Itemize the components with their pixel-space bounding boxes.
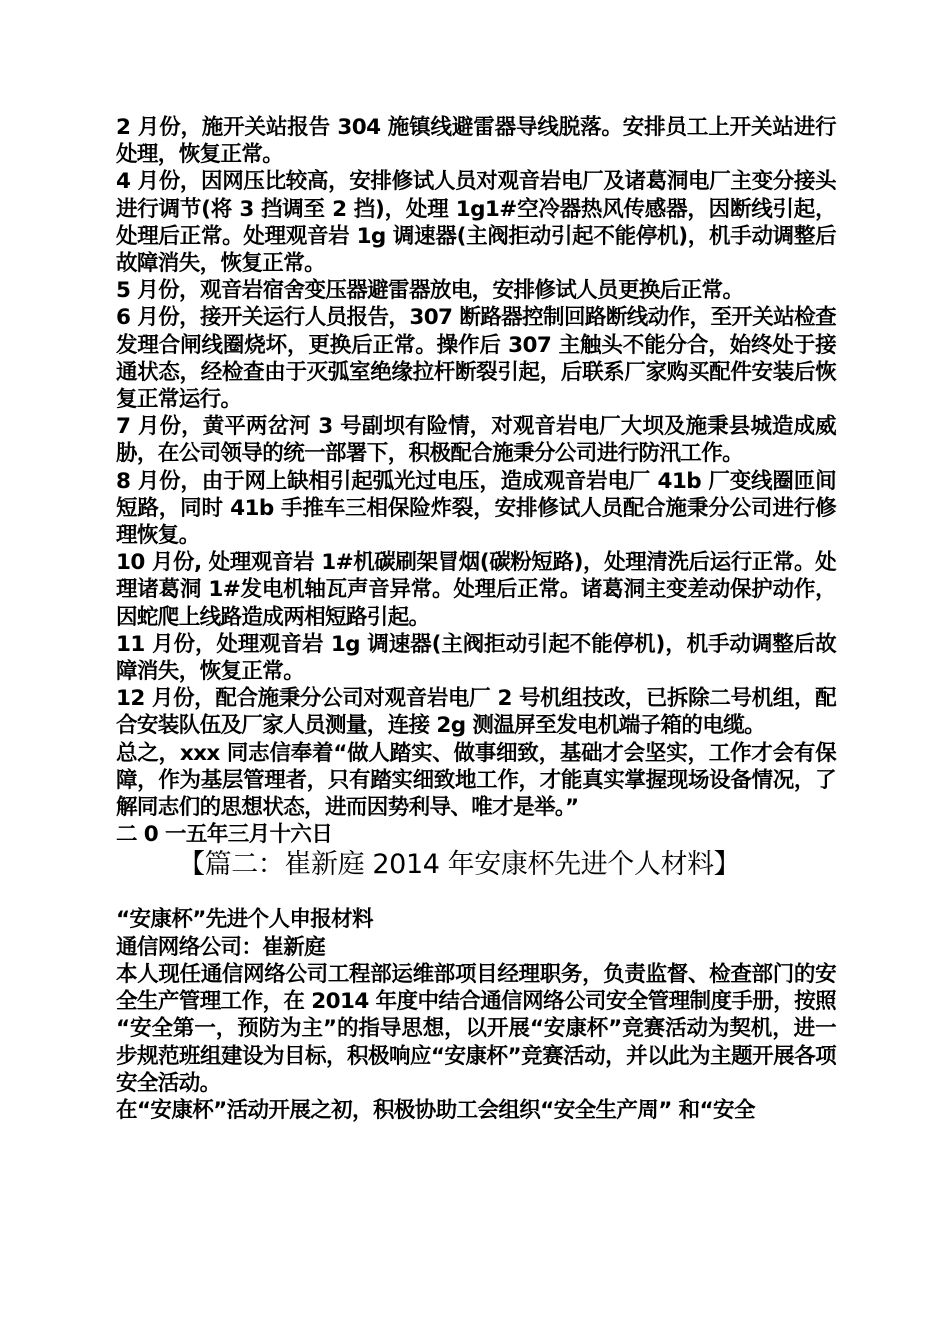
paragraph-july: 7 月份，黄平两岔河 3 号副坝有险情，对观音岩电厂大坝及施秉县城造成威胁，在公司领导的统一部署下，积极配合施秉分公司进行防汛工作。 bbox=[116, 414, 836, 467]
paragraph-november: 11 月份，处理观音岩 1g 调速器(主阀拒动引起不能停机)，机手动调整后故障消失，恢复正常。 bbox=[116, 631, 836, 685]
document-date: 二 0 一五年三月十六日 bbox=[116, 822, 333, 848]
material-intro-paragraph: 本人现任通信网络公司工程部运维部项目经理职务，负责监督、检查部门的安全生产管理工作，在 2014 年度中结合通信网络公司安全管理制度手册，按照 “安全第一，预防为主”的指导思想，以开展“安康杯”竞赛活动为契机，进一步规范班组建设为目标，积极响应“安康杯”竞赛活动，并以此为主题开展各项安全活动。 bbox=[116, 961, 836, 1096]
document-page bbox=[116, 114, 836, 1124]
section-title: 【篇二：崔新庭 2014 年安康杯先进个人材料】 bbox=[178, 849, 741, 881]
report-body bbox=[116, 114, 836, 848]
material-activity-paragraph: 在“安康杯”活动开展之初，积极协助工会组织“安全生产周” 和“安全 bbox=[116, 1097, 755, 1123]
paragraph-may: 5 月份，观音岩宿舍变压器避雷器放电，安排修试人员更换后正常。 bbox=[116, 278, 744, 304]
paragraph-february: 2 月份，施开关站报告 304 施镇线避雷器导线脱落。安排员工上开关站进行处理，恢复正常。 bbox=[116, 115, 836, 168]
paragraph-june: 6 月份，接开关运行人员报告，307 断路器控制回路断线动作，至开关站检查发理合闸线圈烧坏，更换后正常。操作后 307 主触头不能分合，始终处于接通状态，经检查由于灭弧室绝缘拉杆断裂引起，后联系厂家购买配件安装后恢复正常运行。 bbox=[116, 305, 836, 413]
paragraph-october: 10 月份, 处理观音岩 1#机碳刷架冒烟(碳粉短路)，处理清洗后运行正常。处理诸葛洞 1#发电机轴瓦声音异常。处理后正常。诸葛洞主变差动保护动作，因蛇爬上线路造成两相短路引起。 bbox=[116, 550, 836, 630]
paragraph-april: 4 月份，因网压比较高，安排修试人员对观音岩电厂及诸葛洞电厂主变分接头进行调节(将 3 挡调至 2 挡)，处理 1g1#空冷器热风传感器，因断线引起，处理后正常。处理观音岩 1g 调速器(主阀拒动引起不能停机)，机手动调整后故障消失，恢复正常。 bbox=[116, 169, 836, 277]
paragraph-december: 12 月份，配合施秉分公司对观音岩电厂 2 号机组技改，已拆除二号机组，配合安装队伍及厂家人员测量，连接 2g 测温屏至发电机端子箱的电缆。 bbox=[116, 686, 836, 739]
material-heading: “安康杯”先进个人申报材料 bbox=[116, 907, 373, 933]
paragraph-august: 8 月份，由于网上缺相引起弧光过电压，造成观音岩电厂 41b 厂变线圈匝间短路，同时 41b 手推车三相保险炸裂，安排修试人员配合施秉分公司进行修理恢复。 bbox=[116, 468, 836, 549]
application-material bbox=[116, 906, 836, 1124]
paragraph-summary: 总之，xxx 同志信奉着“做人踏实、做事细致，基础才会坚实，工作才会有保障，作为基层管理者，只有踏实细致地工作，才能真实掌握现场设备情况，了解同志们的思想状态，进而因势利导、唯才是举。” bbox=[116, 740, 836, 821]
material-author: 通信网络公司：崔新庭 bbox=[116, 934, 326, 960]
spacer bbox=[116, 882, 836, 906]
